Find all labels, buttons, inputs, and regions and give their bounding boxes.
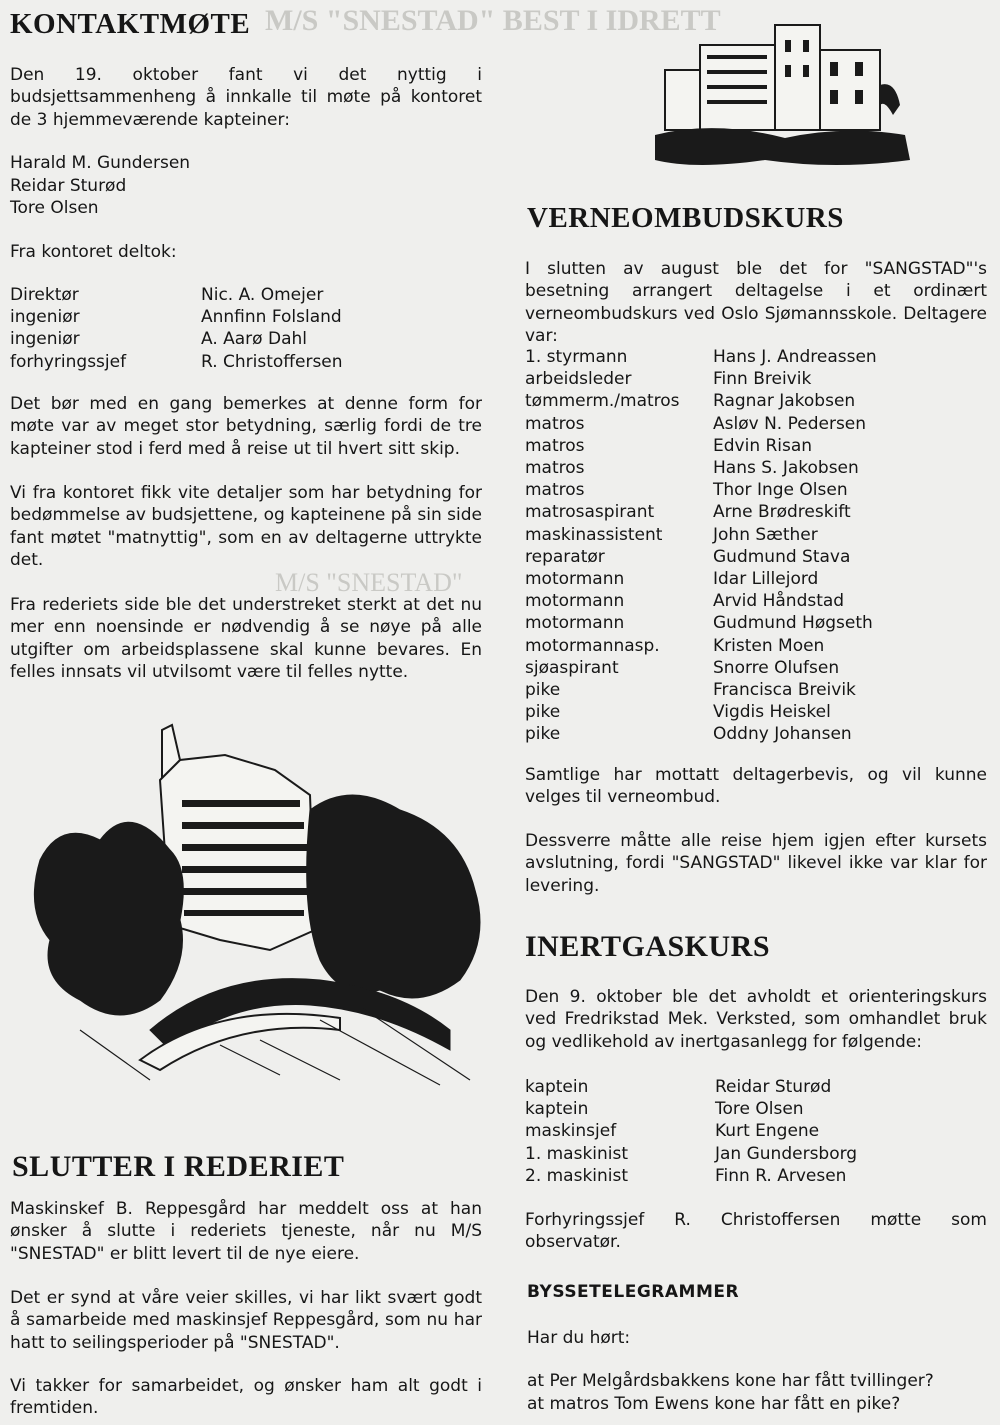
- table-row: [525, 501, 877, 523]
- kontaktmote-paragraph-3: Fra rederiets side ble det understreket sterkt at det nu mer enn noensinde er nødvendig å se nøye på alle utgifter om arbeidsplassene skal kunne bevares. En felles innsats vil utvilsomt være til felles nytte.: [10, 595, 482, 683]
- name-cell: Arne Brødreskift: [713, 502, 851, 523]
- table-row: [525, 723, 877, 745]
- table-row: [525, 590, 877, 612]
- role-cell: matros: [525, 480, 585, 501]
- role-cell: ingeniør: [10, 307, 80, 328]
- byssetelegrammer-question: Har du hørt:: [527, 1328, 631, 1348]
- role-cell: 1. maskinist: [525, 1143, 629, 1164]
- office-table: [10, 284, 343, 373]
- name-cell: A. Aarø Dahl: [201, 329, 307, 350]
- name-cell: Kurt Engene: [715, 1121, 820, 1142]
- table-row: [525, 1120, 857, 1142]
- role-cell: Direktør: [10, 285, 79, 305]
- role-cell: maskinassistent: [525, 524, 663, 545]
- table-row: [525, 1076, 857, 1098]
- name-cell: Gudmund Stava: [713, 546, 851, 567]
- verneombud-paragraph-1: Samtlige har mottatt deltagerbevis, og vil kunne velges til verneombud.: [525, 765, 987, 808]
- table-row: [525, 568, 877, 590]
- name-cell: Thor Inge Olsen: [713, 480, 848, 501]
- table-row: [525, 701, 877, 723]
- role-cell: arbeidsleder: [525, 369, 632, 390]
- table-row: [525, 368, 877, 390]
- name-cell: Tore Olsen: [715, 1099, 804, 1120]
- table-row: [525, 479, 877, 501]
- inertgas-observer: Forhyringssjef R. Christoffersen møtte som observatør.: [525, 1210, 987, 1253]
- verneombud-paragraph-2: Dessverre måtte alle reise hjem igjen efter kursets avslutning, fordi "SANGSTAD" likevel ikke var klar for levering.: [525, 831, 987, 896]
- name-cell: Idar Lillejord: [713, 569, 819, 590]
- table-row: [525, 1143, 857, 1165]
- verneombud-title: VERNEOMBUDSKURS: [527, 202, 844, 234]
- role-cell: ingeniør: [10, 329, 80, 350]
- inertgas-participants-table: [525, 1076, 857, 1187]
- name-cell: Kristen Moen: [713, 635, 825, 656]
- table-row: [525, 457, 877, 479]
- table-row: [10, 351, 343, 373]
- name-cell: Francisca Breivik: [713, 680, 856, 701]
- table-row: [525, 435, 877, 457]
- table-row: [525, 546, 877, 568]
- role-cell: motormannasp.: [525, 635, 660, 656]
- table-row: [525, 413, 877, 435]
- name-cell: John Sæther: [713, 524, 818, 545]
- role-cell: matros: [525, 435, 585, 456]
- table-row: [10, 328, 343, 350]
- captain-list: [10, 152, 190, 220]
- role-cell: pike: [525, 724, 561, 745]
- name-cell: Finn R. Arvesen: [715, 1165, 847, 1186]
- name-cell: Vigdis Heiskel: [713, 702, 831, 723]
- name-cell: Asløv N. Pedersen: [713, 413, 867, 434]
- name-cell: Jan Gundersborg: [715, 1143, 858, 1164]
- table-row: [525, 1098, 857, 1120]
- captain-name: Reidar Sturød: [10, 175, 127, 196]
- name-cell: Finn Breivik: [713, 369, 812, 390]
- role-cell: 2. maskinist: [525, 1165, 629, 1186]
- list-item: at Per Melgårdsbakkens kone har fått tvillinger?: [527, 1371, 934, 1391]
- role-cell: motormann: [525, 591, 625, 612]
- kontaktmote-paragraph-1: Det bør med en gang bemerkes at denne form for møte var av meget stor betydning, særlig fordi de tre kapteiner stod i ferd med å reise ut til hvert sitt skip.: [10, 394, 482, 459]
- inertgas-title: INERTGASKURS: [525, 930, 771, 963]
- list-item: at matros Tom Ewens kone har fått en pike?: [527, 1393, 901, 1414]
- role-cell: motormann: [525, 613, 625, 634]
- table-row: [525, 524, 877, 546]
- role-cell: pike: [525, 680, 561, 701]
- building-illustration: [20, 700, 490, 1090]
- captain-name: Tore Olsen: [10, 198, 99, 218]
- slutter-paragraph-1: Maskinskef B. Reppesgård har meddelt oss at han ønsker å slutte i rederiets tjeneste, når nu M/S "SNESTAD" er blitt levert til de nye eiere.: [10, 1199, 482, 1264]
- table-row: [525, 657, 877, 679]
- role-cell: kaptein: [525, 1099, 589, 1120]
- role-cell: tømmerm./matros: [525, 391, 680, 412]
- table-row: [525, 390, 877, 412]
- name-cell: Edvin Risan: [713, 435, 813, 456]
- kontaktmote-title: KONTAKTMØTE: [10, 8, 251, 40]
- table-row: [525, 1165, 857, 1187]
- name-cell: Arvid Håndstad: [713, 591, 845, 612]
- table-row: [10, 284, 343, 306]
- kontaktmote-paragraph-2: Vi fra kontoret fikk vite detaljer som har betydning for bedømmelse av budsjettene, og kapteinene på sin side fant møtet "matnyttig", som en av deltagerne uttrykte det.: [10, 483, 482, 571]
- byssetelegrammer-list: [527, 1370, 934, 1415]
- bleed-through-subheading: M/S "SNESTAD": [275, 568, 463, 597]
- table-row: [525, 679, 877, 701]
- verneombud-participants-table: [525, 346, 877, 746]
- school-illustration: [655, 10, 915, 175]
- table-row: [525, 346, 877, 368]
- name-cell: Ragnar Jakobsen: [713, 391, 856, 412]
- role-cell: kaptein: [525, 1077, 589, 1097]
- name-cell: Hans J. Andreassen: [713, 347, 877, 367]
- name-cell: Snorre Olufsen: [713, 657, 840, 678]
- byssetelegrammer-title: BYSSETELEGRAMMER: [527, 1282, 740, 1302]
- captain-name: Harald M. Gundersen: [10, 153, 191, 173]
- kontaktmote-intro: Den 19. oktober fant vi det nyttig i budsjettsammenheng å innkalle til møte på kontoret de 3 hjemmeværende kapteiner:: [10, 65, 482, 130]
- name-cell: R. Christoffersen: [201, 351, 343, 372]
- name-cell: Hans S. Jakobsen: [713, 458, 859, 479]
- role-cell: pike: [525, 702, 561, 723]
- role-cell: matros: [525, 413, 585, 434]
- role-cell: matros: [525, 458, 585, 479]
- name-cell: Reidar Sturød: [715, 1077, 832, 1097]
- role-cell: matrosaspirant: [525, 502, 655, 523]
- role-cell: reparatør: [525, 546, 605, 567]
- bleed-through-heading: M/S "SNESTAD" BEST I IDRETT: [265, 4, 721, 37]
- slutter-title: SLUTTER I REDERIET: [12, 1150, 345, 1183]
- table-row: [525, 612, 877, 634]
- table-row: [525, 635, 877, 657]
- table-row: [10, 306, 343, 328]
- role-cell: 1. styrmann: [525, 347, 628, 367]
- verneombud-intro: I slutten av august ble det for "SANGSTAD"'s besetning arrangert deltagelse i et ordinært verneombudskurs ved Oslo Sjømannsskole. Deltagere var:: [525, 259, 987, 347]
- name-cell: Nic. A. Omejer: [201, 285, 324, 305]
- slutter-paragraph-3: Vi takker for samarbeidet, og ønsker ham alt godt i fremtiden.: [10, 1376, 482, 1419]
- name-cell: Annfinn Folsland: [201, 307, 342, 328]
- role-cell: maskinsjef: [525, 1121, 617, 1142]
- slutter-paragraph-2: Det er synd at våre veier skilles, vi har likt svært godt å samarbeide med maskinsjef Reppesgård, som nu har hatt to seilingsperioder på "SNESTAD".: [10, 1288, 482, 1353]
- name-cell: Gudmund Høgseth: [713, 613, 873, 634]
- role-cell: forhyringssjef: [10, 351, 127, 372]
- role-cell: sjøaspirant: [525, 657, 619, 678]
- office-label: Fra kontoret deltok:: [10, 242, 177, 262]
- inertgas-intro: Den 9. oktober ble det avholdt et orienteringskurs ved Fredrikstad Mek. Verksted, som omhandlet bruk og vedlikehold av inertgasanlegg for følgende:: [525, 987, 987, 1052]
- name-cell: Oddny Johansen: [713, 724, 852, 745]
- role-cell: motormann: [525, 569, 625, 590]
